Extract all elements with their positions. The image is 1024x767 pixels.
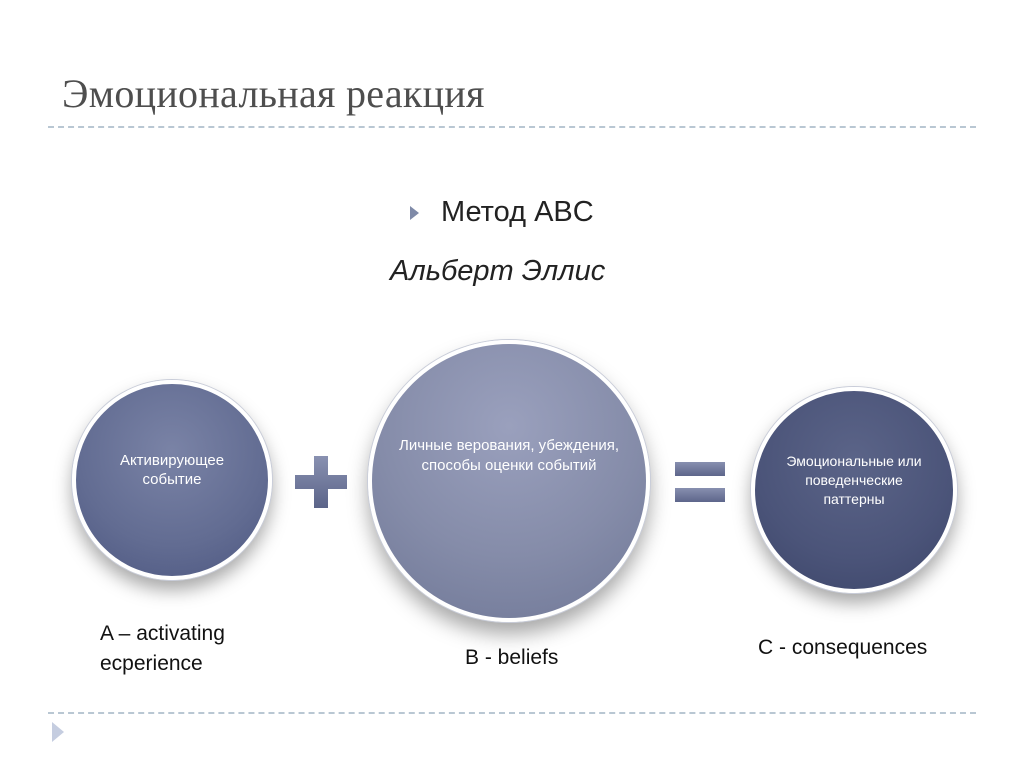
label-activating: A – activating ecperience <box>100 622 225 675</box>
bullet-arrow-icon <box>410 206 419 220</box>
circle-activating-event <box>72 380 272 580</box>
slide-title: Эмоциональная реакция <box>62 71 485 116</box>
top-divider <box>48 126 976 128</box>
circle-b-text: Личные верования, убеждения, способы оценки событий <box>398 437 620 474</box>
label-consequences: C - consequences <box>758 636 928 659</box>
circle-beliefs <box>368 340 650 622</box>
slide-nav-arrow-icon[interactable] <box>52 722 64 742</box>
author-name: Альберт Эллис <box>390 255 606 287</box>
plus-icon <box>292 453 350 511</box>
bullet-text: Метод ABC <box>441 196 594 228</box>
equals-icon <box>672 459 728 507</box>
label-beliefs: B - beliefs <box>465 646 559 669</box>
circle-c-text: Эмоциональные или поведенческие паттерны <box>786 452 922 507</box>
bottom-divider <box>48 712 976 714</box>
bullet-item <box>410 196 594 229</box>
circle-consequences <box>751 387 957 593</box>
circle-a-text: Активирующее событие <box>119 452 225 488</box>
